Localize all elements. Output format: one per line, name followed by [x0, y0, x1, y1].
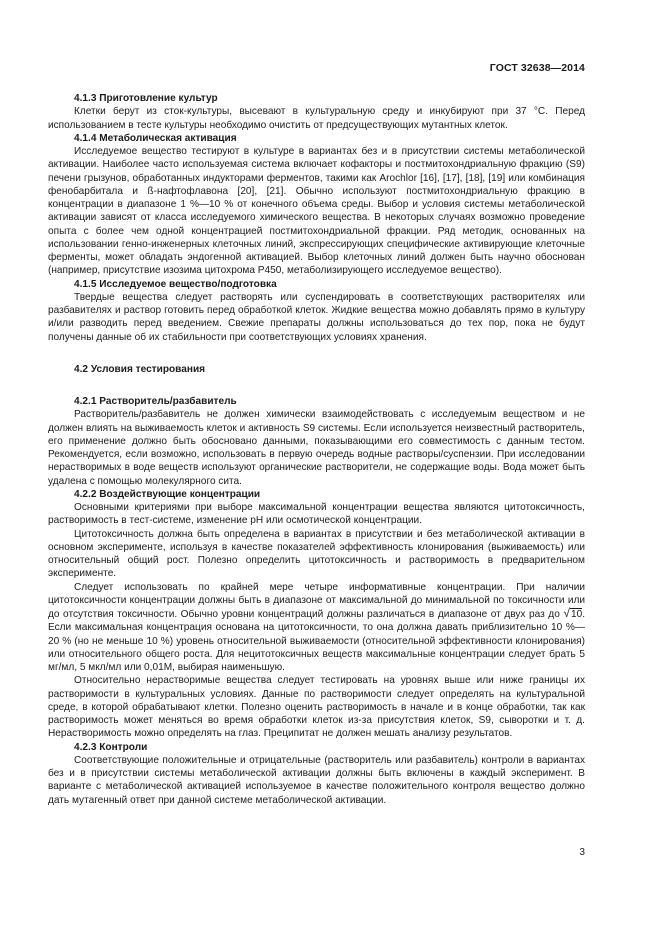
paragraph: Цитотоксичность должна быть определена в вариантах в присутствии и без метаболической активации в основном эксперименте, используя в качестве показателей эффективность клонирования (выживаемость) или относительный общий рост. Полезно определить цитотоксичность и растворимость в предварительном эксперименте. [48, 528, 585, 580]
paragraph: Растворитель/разбавитель не должен химически взаимодействовать с исследуемым веществом и не должен влиять на выживаемость клеток и активность S9 системы. Если используется неизвестный растворитель, его применение должно быть обосновано данными, показывающими его совместимость с данным тестом. Рекомендуется, если возможно, использовать в первую очередь водные растворы/суспензии. При исследовании нерастворимых в воде веществ используют органические растворители, не содержащие воды. Вода может быть удалена с помощью молекулярного сита. [48, 409, 585, 487]
paragraph: Относительно нерастворимые вещества следует тестировать на уровнях выше или ниже границы их растворимости в культуральных условиях. Данные по растворимости следует определять на культуральной среде, в которой обрабатывают клетки. Полезно оценить растворимость в начале и в конце обработки, так как растворимость может меняться во время обработки клеток из-за присутствия клеток, S9, сыворотки и т. д. Нерастворимость можно определять на глаз. Преципитат не должен мешать анализу результатов. [48, 675, 585, 740]
paragraph: Основными критериями при выборе максимальной концентрации вещества являются цитотоксичность, растворимость в тест-системе, изменение pH или осмотической концентрации. [48, 502, 585, 527]
heading-4-2: 4.2 Условия тестирования [74, 363, 206, 375]
heading-4-1-4: 4.1.4 Метаболическая активация [74, 132, 237, 144]
paragraph: Исследуемое вещество тестируют в культуре в вариантах без и в присутствии системы метаболической активации. Наиболее часто используемая система включает кофакторы и постмитохондриальную фракцию (S9) печени грызунов, обработанных индукторами ферментов, такими как Arochlor [16], [17], [18], [19] или комбинация фенобарбитала и ß-нафтофлавона [20], [21]. Обычно используют постмитохондриальную фракцию в концентрации в диапазоне 1 %—10 % от конечного объема среды. Выбор и условия системы метаболической активации зависят от класса исследуемого химического вещества. В некоторых случаях возможно проведение опыта с более чем одной концентрацией постмитохондриальной фракции. Ряд методик, основанных на использовании генно-инженерных клеточных линий, экспрессирующих специфические активирующие клеточные ферменты, может обладать эндогенной активацией. Выбор клеточных линий должен быть научно обоснован (например, присутствие изозима цитохрома P450, метаболизирующего исследуемое вещество). [48, 146, 585, 277]
page-number: 3 [579, 847, 585, 858]
document-body [48, 92, 585, 807]
radical-sign: √ [563, 606, 570, 620]
paragraph-text: . Если максимальная концентрация основана на цитотоксичности, то она должна давать приблизительно 10 %—20 % (но не меньше 10 %) уровень относительной выживаемости (относительной эффективности клонирования) или относительного общего роста. Для нецитотоксичных веществ максимальные концентрации следует брать 5 мг/мл, 5 мкл/мл или 0,01М, выбирая наименьшую. [48, 609, 585, 673]
standard-designation: ГОСТ 32638—2014 [489, 62, 585, 74]
heading-4-2-3: 4.2.3 Контроли [74, 741, 148, 753]
paragraph: Соответствующие положительные и отрицательные (растворитель или разбавитель) контроли в вариантах без и в присутствии системы метаболической активации должны быть включены в каждый эксперимент. В варианте с метаболической активацией используемое в качестве положительного контроля вещество должно дать мутагенный ответ при данной системе метаболической активации. [48, 754, 585, 806]
spacer [48, 344, 585, 363]
radicand: 10 [570, 609, 583, 620]
paragraph: Клетки берут из сток-культуры, высевают в культуральную среду и инкубируют при 37 °C. Перед использованием в тесте культуры необходимо очистить от предсуществующих мутантных клеток. [48, 106, 585, 131]
heading-4-2-2: 4.2.2 Воздействующие концентрации [74, 488, 261, 500]
paragraph-with-formula [48, 581, 585, 675]
heading-4-1-3: 4.1.3 Приготовление культур [74, 93, 218, 104]
paragraph-text: Следует использовать по крайней мере четыре информативные концентрации. При наличии цитотоксичности концентрации должны быть в диапазоне от максимальной до минимальной по токсичности или до отсутствия токсичности. Обычно уровни концентраций должны различаться в диапазоне от двух раз до [48, 581, 585, 620]
heading-4-2-1: 4.2.1 Растворитель/разбавитель [74, 396, 237, 407]
square-root-formula [563, 606, 583, 620]
paragraph: Твердые вещества следует растворять или суспендировать в соответствующих растворителях или разбавителях и раствор готовить перед обработкой клеток. Жидкие вещества можно добавлять прямо в культуру и/или разводить перед введением. Свежие препараты должны использоваться до тех пор, пока не будут получены данные об их стабильности при соответствующих условиях хранения. [48, 291, 585, 343]
heading-4-1-5: 4.1.5 Исследуемое вещество/подготовка [74, 278, 277, 290]
spacer [48, 376, 585, 395]
